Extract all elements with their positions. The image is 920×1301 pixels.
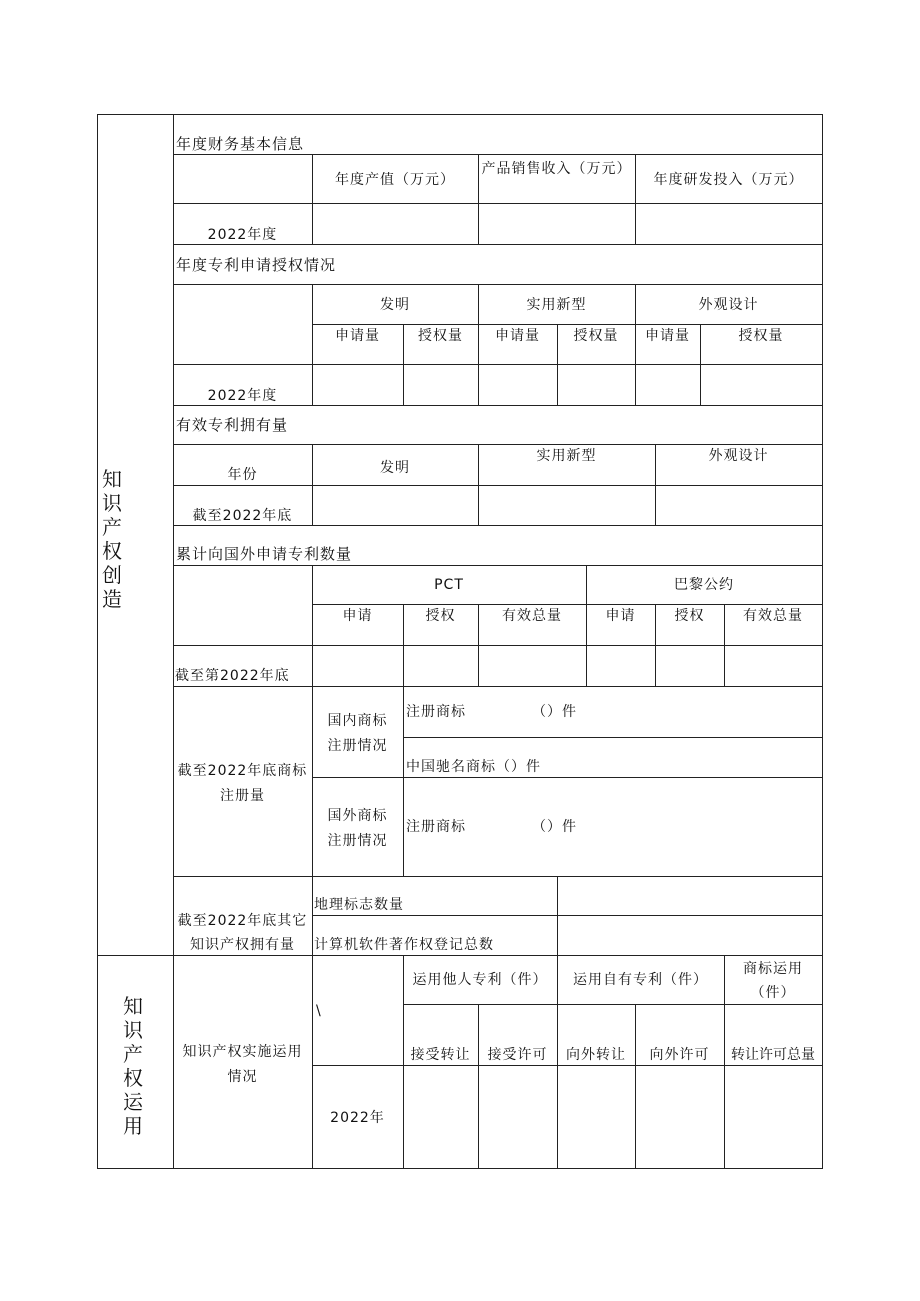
pct-grant: 授权 [425, 608, 456, 624]
other-ip-geo: 地理标志数量 [314, 897, 404, 913]
side-divider [173, 114, 174, 1169]
pg-inv-apply: 申请量 [335, 328, 380, 344]
other-ip-label-2: 知识产权拥有量 [190, 937, 295, 953]
pct-valid-total: 有效总量 [502, 608, 562, 624]
finance-col-sales: 产品销售收入（万元） [481, 161, 632, 177]
pg-inv-grant: 授权量 [418, 328, 463, 344]
usage-out-license: 向外许可 [649, 1047, 710, 1063]
pg-invention: 发明 [380, 297, 410, 313]
usage-tm-2: （件） [750, 985, 796, 1001]
pg-design-apply: 申请量 [645, 328, 690, 344]
finance-row-label: 2022年度 [207, 227, 278, 243]
finance-col-rd: 年度研发投入（万元） [653, 172, 804, 188]
pg-util-grant: 授权量 [573, 328, 619, 344]
paris-apply: 申请 [605, 608, 636, 624]
pg-util-apply: 申请量 [495, 328, 540, 344]
table-border-right [822, 114, 823, 1169]
tm-domestic-2: 注册情况 [327, 738, 388, 754]
tm-famous: 中国驰名商标（）件 [406, 759, 541, 775]
tm-domestic-1: 国内商标 [327, 713, 388, 729]
side-label-application: 知识产权运用 [123, 994, 143, 1138]
vp-design: 外观设计 [708, 448, 769, 464]
vp-utility: 实用新型 [536, 448, 597, 464]
vp-year: 年份 [227, 467, 258, 483]
table-border-left [97, 114, 98, 1169]
paris-grant: 授权 [674, 608, 705, 624]
pg-row-label: 2022年度 [207, 388, 278, 404]
tm-foreign-registered: 注册商标 [406, 819, 466, 835]
tm-foreign-2: 注册情况 [327, 833, 388, 849]
usage-transfer-total: 转让许可总量 [731, 1047, 815, 1063]
foreign-pct: PCT [434, 577, 464, 593]
usage-accept-license: 接受许可 [487, 1047, 548, 1063]
tm-foreign-count: （）件 [532, 819, 577, 835]
usage-label-2: 情况 [227, 1069, 258, 1085]
tm-label-2: 注册量 [220, 788, 265, 804]
pg-design: 外观设计 [698, 297, 759, 313]
usage-use-others: 运用他人专利（件） [412, 972, 548, 988]
pg-design-grant: 授权量 [738, 328, 784, 344]
other-ip-label-1: 截至2022年底其它 [177, 913, 308, 929]
pg-utility: 实用新型 [526, 297, 587, 313]
patent-grant-header: 年度专利申请授权情况 [176, 256, 337, 274]
other-ip-software: 计算机软件著作权登记总数 [314, 937, 494, 953]
side-label-creation: 知识产权创造 [102, 467, 122, 611]
section-divider [97, 955, 823, 956]
finance-col-output: 年度产值（万元） [335, 172, 455, 188]
usage-tm-1: 商标运用 [743, 961, 803, 977]
paris-valid-total: 有效总量 [743, 608, 803, 624]
usage-accept-transfer: 接受转让 [410, 1047, 471, 1063]
usage-row-label: 2022年 [330, 1110, 385, 1126]
vp-invention: 发明 [380, 460, 410, 476]
foreign-header: 累计向国外申请专利数量 [176, 545, 353, 563]
usage-slash: \ [316, 1003, 322, 1019]
tm-label-1: 截至2022年底商标 [177, 763, 308, 779]
foreign-paris: 巴黎公约 [674, 577, 734, 593]
table-border-top [97, 114, 823, 115]
tm-domestic-count: （）件 [532, 704, 577, 720]
pct-apply: 申请 [342, 608, 373, 624]
finance-header: 年度财务基本信息 [176, 135, 305, 153]
foreign-row-label: 截至第2022年底 [175, 668, 290, 684]
usage-label-1: 知识产权实施运用 [182, 1044, 303, 1060]
valid-patent-header: 有效专利拥有量 [176, 416, 289, 434]
vp-row-label: 截至2022年底 [192, 508, 293, 524]
tm-foreign-1: 国外商标 [327, 808, 388, 824]
usage-use-own: 运用自有专利（件） [573, 972, 708, 988]
tm-domestic-registered: 注册商标 [406, 704, 466, 720]
usage-out-transfer: 向外转让 [566, 1047, 626, 1063]
table-border-bottom [97, 1168, 823, 1169]
